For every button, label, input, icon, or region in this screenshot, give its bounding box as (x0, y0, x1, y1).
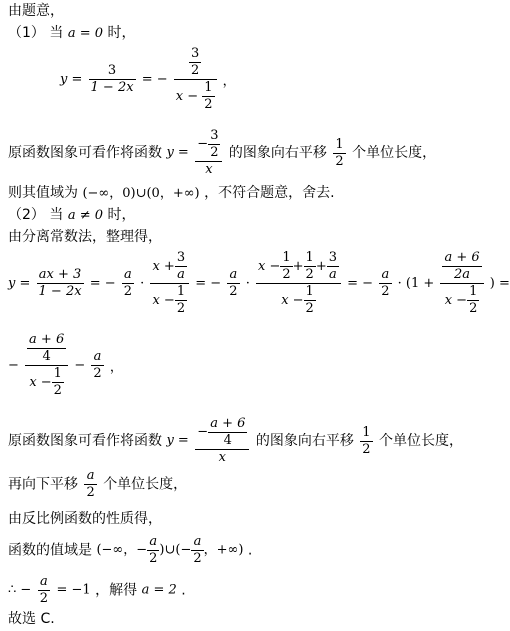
a: a (84, 468, 96, 485)
plus: + (315, 259, 327, 274)
three-over-a (175, 250, 187, 283)
final-choice: 故选 C. (8, 611, 55, 627)
a: a (38, 574, 50, 591)
two: 2 (229, 284, 238, 299)
a6-over-4 (27, 332, 66, 365)
right-shift-half-2 (360, 425, 372, 458)
dot: · (245, 276, 250, 291)
shift-text-1c: 个单位长度， (352, 145, 437, 161)
eq2-f3-den (256, 284, 341, 317)
case-2-line (8, 206, 135, 225)
a: a (147, 534, 159, 551)
case-1-suffix: 时， (107, 25, 136, 41)
eq1-equals: = − (141, 72, 168, 87)
eq1-numerator: 3 (89, 63, 136, 80)
one: 1 (469, 284, 478, 299)
half (175, 284, 187, 317)
shift-fraction-2-den: x (218, 450, 226, 465)
minus-sign: − (197, 136, 209, 152)
right-shift-half (333, 137, 345, 170)
shift-y: y = (166, 145, 189, 160)
eq3-minus-2: − (74, 358, 86, 373)
dot: · (140, 276, 145, 291)
equation-case-2 (8, 250, 510, 317)
two: 2 (93, 366, 102, 381)
eq3-comma: ， (109, 360, 123, 375)
eq1-three-halves (189, 46, 201, 79)
half-den: 2 (335, 153, 344, 169)
eq2-fraction-4 (440, 250, 483, 317)
minus-sign: − (197, 424, 209, 440)
eq2-a-over-2-3 (379, 267, 391, 300)
eq2-f1-num: ax + 3 (37, 267, 84, 284)
eq1-half-num: 1 (204, 80, 213, 95)
two: 2 (53, 383, 62, 398)
a6-over-4 (208, 416, 247, 449)
open-paren: (1 + (405, 276, 435, 291)
half (467, 284, 479, 317)
half (52, 366, 64, 399)
solve-line (8, 574, 186, 607)
range-text-a: 则其值域为 (8, 185, 78, 201)
two: 2 (282, 267, 291, 282)
inverse-prop-line: 由反比例函数的性质得， (8, 511, 162, 527)
range-part-2: )∪(− (159, 542, 192, 558)
a-over-2 (191, 534, 203, 567)
one: 1 (176, 284, 186, 299)
range-value-1: (−∞，0)∪(0，+∞) (82, 186, 200, 201)
range-line-2 (8, 534, 252, 567)
three: 3 (210, 128, 219, 143)
a: a (122, 267, 134, 284)
solve-text: ，解得 (95, 582, 138, 599)
half-num: 1 (362, 424, 371, 440)
shift-text-1a: 原函数图象可看作将函数 (8, 145, 162, 161)
shift-text-2c: 个单位长度， (379, 433, 464, 449)
range-text-b: ，不符合题意，舍去. (204, 185, 335, 201)
down-shift-line (8, 468, 187, 501)
x-minus: x − (29, 375, 52, 390)
eq2-fraction-1 (37, 267, 84, 300)
four: 4 (42, 349, 51, 364)
eq2-eq-1: = − (89, 276, 116, 291)
x-minus: x − (444, 293, 468, 308)
a-over-2 (38, 574, 50, 607)
four: 4 (223, 433, 232, 448)
two: 2 (149, 551, 158, 566)
eq3-den (25, 366, 68, 399)
period: . (247, 542, 253, 559)
a-over-2 (147, 534, 159, 567)
eq2-f1-den: 1 − 2x (38, 284, 82, 299)
eq2-f3-num (256, 250, 341, 284)
x-minus: x − (258, 259, 281, 274)
eq1-two: 2 (191, 63, 200, 78)
eq1-x-minus: x − (175, 89, 199, 104)
x-minus: x − (281, 293, 304, 308)
two: 2 (176, 301, 186, 316)
case-1-label: （1） 当 (8, 25, 64, 41)
eq2-a-over-2-2 (227, 267, 239, 300)
case-2-label: （2） 当 (8, 207, 64, 223)
case-2-suffix: 时， (107, 207, 136, 223)
shift-fraction-1-den: x (205, 162, 213, 177)
eq3-num (25, 332, 68, 366)
dot: · (397, 276, 402, 291)
two: 2 (305, 267, 314, 282)
two: 2 (210, 145, 219, 160)
graph-shift-line-1 (8, 128, 436, 178)
two: 2 (123, 284, 133, 299)
eq1-denominator: 1 − 2x (90, 80, 134, 95)
shift-fraction-2 (195, 416, 249, 466)
eq1-complex-denominator (174, 80, 217, 113)
a6-over-2a (442, 250, 481, 283)
a: a (91, 349, 103, 366)
half (304, 284, 316, 317)
two: 2 (193, 551, 202, 566)
a: a (379, 267, 391, 284)
two: 2 (381, 284, 390, 299)
a: a (328, 267, 337, 282)
two: 2 (86, 485, 95, 500)
eq1-comma: ， (222, 74, 236, 89)
two: 2 (469, 301, 478, 316)
three: 3 (176, 250, 186, 265)
shift-text-2a: 原函数图象可看作将函数 (8, 433, 162, 449)
one: 1 (305, 250, 314, 265)
down-shift-amount (84, 468, 96, 501)
eq1-half (202, 80, 214, 113)
eq2-f2-num (150, 250, 189, 284)
eq2-eq-2: = − (195, 276, 222, 291)
plus: + (292, 259, 304, 274)
half-num: 1 (335, 136, 344, 152)
shift-y-2: y = (166, 433, 189, 448)
eq2-lhs: y = (8, 276, 31, 291)
down-shift-text-b: 个单位长度， (103, 476, 188, 493)
one: 1 (53, 366, 62, 381)
eq2-a-over-2-1 (122, 267, 134, 300)
eq-minus-one: = −1 (56, 582, 91, 598)
two-a: 2a (454, 267, 471, 282)
eq2-f4-den (440, 284, 483, 317)
half (304, 250, 316, 283)
eq2-f2-den (150, 284, 189, 317)
shift-text-2b: 的图象向右平移 (255, 433, 354, 449)
a: a (191, 534, 203, 551)
graph-shift-line-2 (8, 416, 463, 466)
eq3-minus: − (8, 358, 19, 373)
a: a (177, 267, 185, 282)
two: 2 (305, 301, 314, 316)
eq3-a-over-2 (91, 349, 103, 382)
method-line: 由分离常数法，整理得， (8, 229, 162, 245)
x-plus: x + (152, 259, 175, 274)
eq1-complex-fraction (174, 46, 217, 113)
a: a (227, 267, 239, 284)
two: 2 (39, 591, 49, 606)
three-over-a (327, 250, 339, 283)
eq2-fraction-2 (150, 250, 189, 317)
half (280, 250, 292, 283)
eq2-fraction-3 (256, 250, 341, 317)
close-paren: ) = (489, 276, 510, 291)
three-halves (208, 128, 220, 161)
condition-a-nonzero: a ≠ 0 (67, 208, 103, 223)
a-plus-6: a + 6 (444, 250, 480, 265)
equation-case-1 (60, 46, 236, 113)
a-plus-6: a + 6 (210, 416, 246, 431)
range-text-2a: 函数的值域是 (8, 542, 92, 559)
eq1-complex-numerator (174, 46, 217, 80)
shift-fraction-2-num (195, 416, 249, 450)
condition-a-zero: a = 0 (67, 26, 103, 41)
period: . (181, 582, 186, 599)
shift-fraction-1-num (195, 128, 222, 162)
x-minus: x − (152, 293, 175, 308)
eq2-f4-num (440, 250, 483, 284)
range-part-1: (−∞，− (96, 542, 148, 558)
shift-text-1b: 的图象向右平移 (228, 145, 327, 161)
down-shift-text-a: 再向下平移 (8, 476, 78, 493)
eq1-fraction (89, 63, 136, 96)
shift-fraction-1 (195, 128, 222, 178)
eq3-fraction (25, 332, 68, 399)
eq1-three: 3 (191, 46, 200, 61)
a-plus-6: a + 6 (29, 332, 65, 347)
intro-line: 由题意， (8, 3, 64, 19)
therefore-symbol: ∴ − (8, 582, 32, 598)
three: 3 (328, 250, 338, 265)
range-part-3: ，+∞) (203, 542, 244, 558)
case-1-line (8, 24, 135, 43)
eq2-eq-3: = − (347, 276, 374, 291)
range-line-1 (8, 184, 335, 203)
one: 1 (282, 250, 291, 265)
eq1-half-den: 2 (204, 97, 213, 112)
answer-a-equals-2: a = 2 (141, 582, 177, 598)
eq1-lhs: y = (60, 72, 83, 87)
equation-case-2-cont (8, 332, 123, 399)
one: 1 (305, 284, 314, 299)
half-den: 2 (362, 441, 371, 457)
